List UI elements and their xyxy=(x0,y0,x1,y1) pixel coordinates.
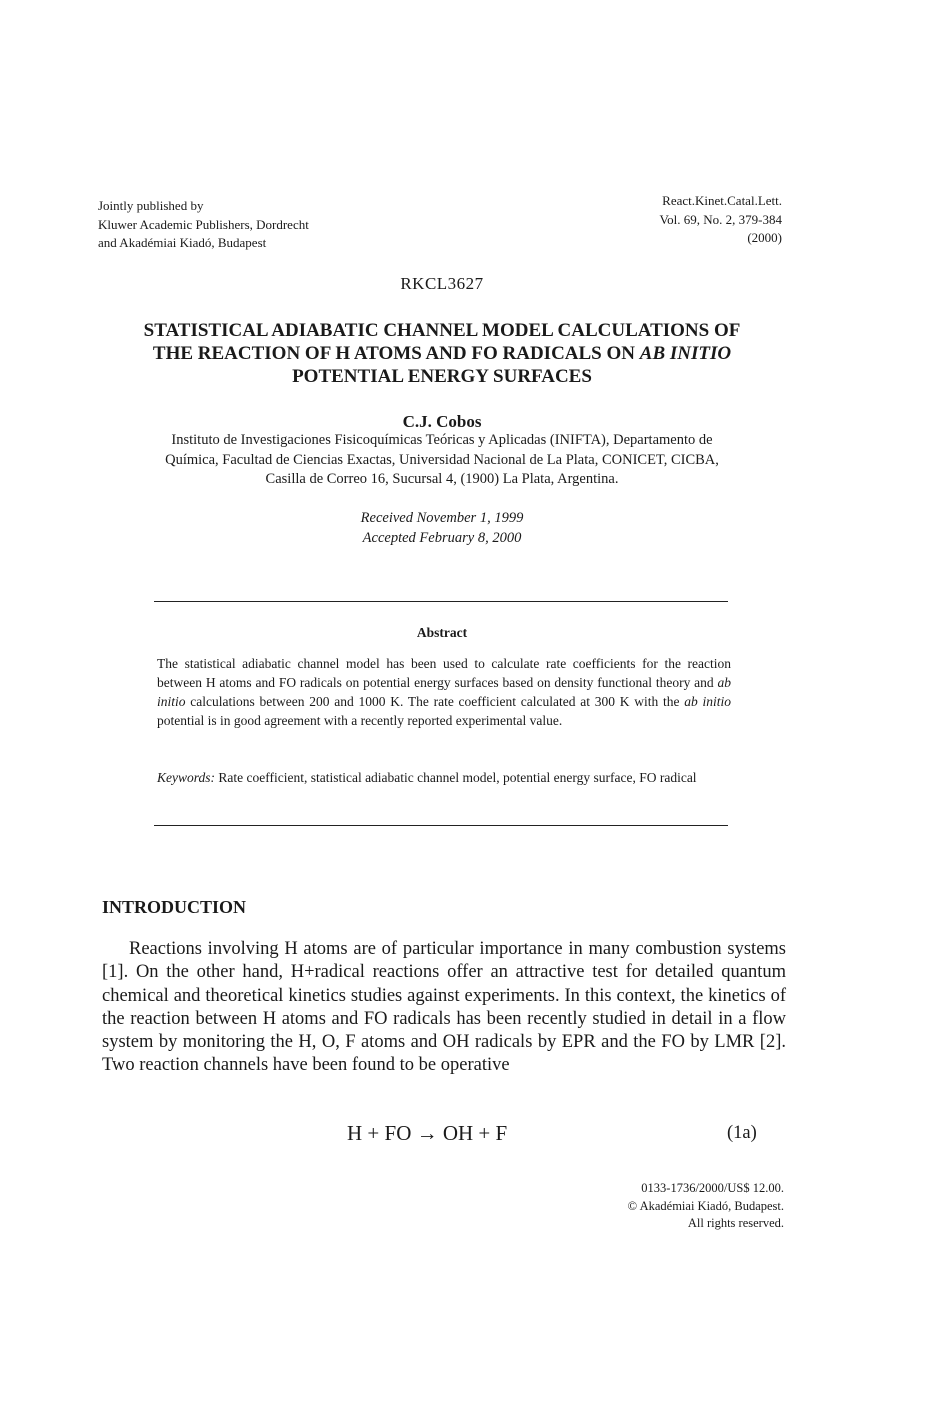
abstract-text xyxy=(157,654,731,730)
abstract-italic: ab initio xyxy=(684,694,731,709)
journal-line: (2000) xyxy=(747,230,782,245)
publisher-info xyxy=(98,197,309,253)
publisher-line: and Akadémiai Kiadó, Budapest xyxy=(98,235,267,250)
abstract-text-part: calculations between 200 and 1000 K. The rate coefficient calculated at 300 K with the xyxy=(185,694,685,709)
keywords-label: Keywords: xyxy=(157,770,215,785)
publisher-line: Kluwer Academic Publishers, Dordrecht xyxy=(98,216,309,232)
title-italic-text: AB INITIO xyxy=(639,343,732,364)
section-heading-introduction: INTRODUCTION xyxy=(102,897,247,917)
publisher-line: Jointly published by xyxy=(98,198,204,213)
title-line xyxy=(90,342,794,365)
copyright-footer xyxy=(628,1180,784,1233)
abstract-text-part: potential is in good agreement with a recently reported experimental value. xyxy=(157,713,563,728)
journal-line: React.Kinet.Catal.Lett. xyxy=(662,193,782,208)
abstract-bottom-rule xyxy=(154,825,728,826)
footer-line: 0133-1736/2000/US$ 12.00. xyxy=(641,1181,784,1195)
title-line: STATISTICAL ADIABATIC CHANNEL MODEL CALCULATIONS OF xyxy=(143,320,741,341)
accepted-date: Accepted February 8, 2000 xyxy=(362,529,522,546)
paper-title xyxy=(90,319,794,388)
author-name: C.J. Cobos xyxy=(402,412,482,431)
affiliation-line: Química, Facultad de Ciencias Exactas, Universidad Nacional de La Plata, CONICET, CICBA, xyxy=(165,451,719,468)
introduction-body xyxy=(102,938,786,1078)
footer-line: © Akadémiai Kiadó, Budapest. xyxy=(627,1198,784,1213)
title-line: POTENTIAL ENERGY SURFACES xyxy=(292,366,592,387)
abstract-top-rule xyxy=(154,601,728,602)
abstract-heading: Abstract xyxy=(416,625,468,640)
abstract-italic: ab initio xyxy=(157,675,731,709)
affiliation-line: Instituto de Investigaciones Fisicoquímicas Teóricas y Aplicadas (INIFTA), Departamento de xyxy=(171,432,713,448)
article-code: RKCL3627 xyxy=(400,274,484,293)
received-date: Received November 1, 1999 xyxy=(360,510,524,526)
journal-line: Vol. 69, No. 2, 379-384 xyxy=(659,211,782,227)
abstract-text-part: The statistical adiabatic channel model has been used to calculate rate coefficients for the reaction between H atoms and FO radicals on potential energy surfaces based on density functional theory and xyxy=(157,656,731,690)
affiliation xyxy=(100,431,784,490)
footer-line: All rights reserved. xyxy=(687,1216,784,1230)
introduction-paragraph: Reactions involving H atoms are of particular importance in many combustion systems [1]. On the other hand, H+radical reactions offer an attractive test for detailed quantum chemical and theoretical kinetics studies against experiments. In this context, the kinetics of the reaction between H atoms and FO radicals has been recently studied in detail in a flow system by monitoring the H, O, F atoms and OH radicals by EPR and the FO by LMR [2]. Two reaction channels have been found to be operative xyxy=(102,939,786,1076)
dates xyxy=(0,509,884,548)
affiliation-line: Casilla de Correo 16, Sucursal 4, (1900) La Plata, Argentina. xyxy=(265,471,619,487)
title-line-text: THE REACTION OF H ATOMS AND FO RADICALS ON xyxy=(152,343,640,364)
equation-label: (1a) xyxy=(727,1123,757,1143)
keywords xyxy=(157,768,731,787)
keywords-text: Rate coefficient, statistical adiabatic channel model, potential energy surface, FO radical xyxy=(215,770,697,785)
journal-info xyxy=(659,192,782,248)
equation: H + FO → OH + F xyxy=(347,1121,508,1145)
